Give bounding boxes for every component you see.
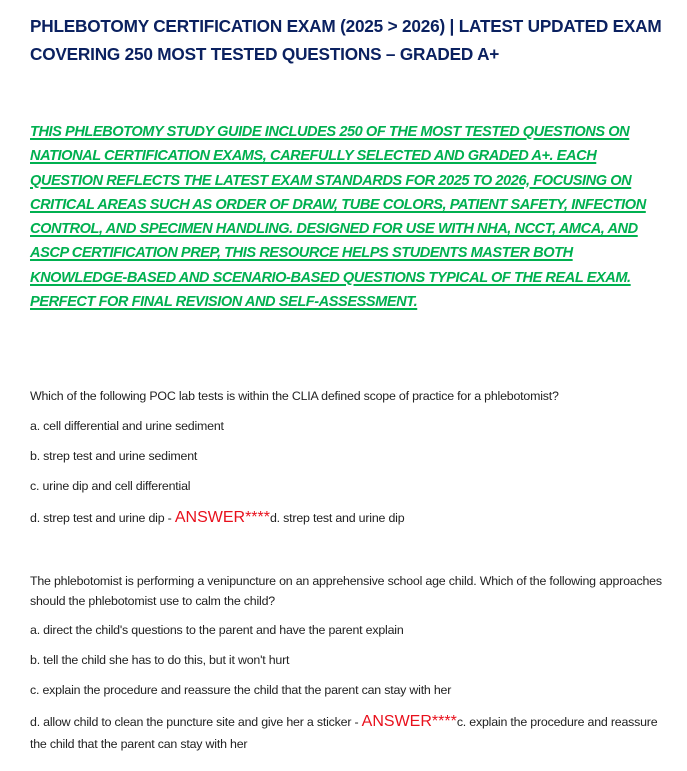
option-b: b. strep test and urine sediment [30,449,198,463]
question-2 [30,571,670,751]
option-d [30,711,670,755]
answer-text: c. explain the procedure and reassure the child that the parent can stay with her [30,715,658,751]
intro-paragraph: THIS PHLEBOTOMY STUDY GUIDE INCLUDES 250 OF THE MOST TESTED QUESTIONS ON NATIONAL CERTIFICATION EXAMS, CAREFULLY SELECTED AND GRADED A+. EACH QUESTION REFLECTS THE LATEST EXAM STANDARDS FOR 2025 TO 2026, FOCUSING ON CRITICAL AREAS SUCH AS ORDER OF DRAW, TUBE COLORS, PATIENT SAFETY, INFECTION CONTROL, AND SPECIMEN HANDLING. DESIGNED FOR USE WITH NHA, NCCT, AMCA, AND ASCP CERTIFICATION PREP, THIS RESOURCE HELPS STUDENTS MASTER BOTH KNOWLEDGE-BASED AND SCENARIO-BASED QUESTIONS TYPICAL OF THE REAL EXAM. PERFECT FOR FINAL REVISION AND SELF-ASSESSMENT. [30,124,646,311]
option-c: c. urine dip and cell differential [30,479,191,493]
answer-marker: ANSWER**** [361,713,457,730]
option-a: a. cell differential and urine sediment [30,419,224,433]
option-d [30,508,404,528]
option-b: b. tell the child she has to do this, but it won't hurt [30,653,290,667]
document-title: PHLEBOTOMY CERTIFICATION EXAM (2025 > 2026) | LATEST UPDATED EXAM COVERING 250 MOST TESTED QUESTIONS – GRADED A+ [30,16,662,64]
option-text: d. strep test and urine dip - [30,511,175,525]
answer-text: d. strep test and urine dip [269,511,405,525]
question-stem: Which of the following POC lab tests is within the CLIA defined scope of practice for a phlebotomist? [30,389,559,403]
question-1 [30,386,670,526]
answer-marker: ANSWER**** [174,509,270,526]
option-text: d. allow child to clean the puncture site and give her a sticker - [30,715,362,729]
option-c: c. explain the procedure and reassure the child that the parent can stay with her [30,683,452,697]
option-a: a. direct the child's questions to the parent and have the parent explain [30,623,404,637]
question-stem: The phlebotomist is performing a venipuncture on an apprehensive school age child. Which of the following approaches should the phlebotomist use to calm the child? [30,574,662,608]
